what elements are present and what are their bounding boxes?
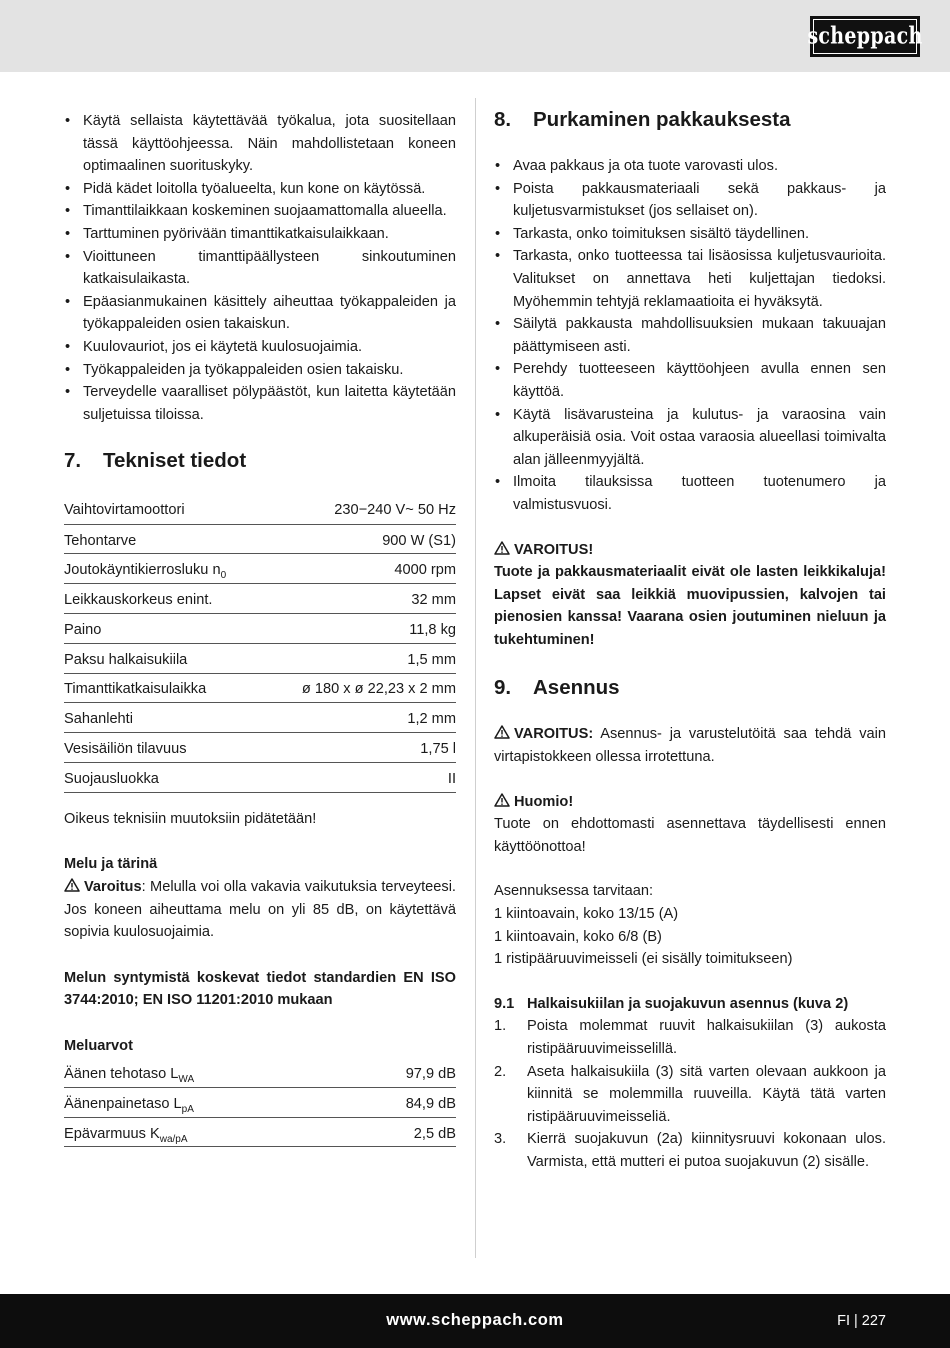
spec-table: [64, 494, 456, 792]
list-item: • Timanttilaikkaan koskeminen suojaamattomalla alueella.: [64, 200, 456, 223]
spec-label: Tehontarve: [64, 524, 265, 554]
list-item: • Avaa pakkaus ja ota tuote varovasti ulos.: [494, 155, 886, 178]
spec-label: Vesisäiliön tilavuus: [64, 733, 265, 763]
section-8-heading: 8. Purkaminen pakkauksesta: [494, 108, 791, 131]
list-item: • Tarttuminen pyörivään timanttikatkaisulaikkaan.: [64, 223, 456, 246]
noise-standard-text: Melun syntymistä koskevat tiedot standardien EN ISO 3744:2010; EN ISO 11201:2010 mukaan: [64, 969, 456, 1009]
tools-heading: Asennuksessa tarvitaan:: [494, 883, 653, 900]
noise-value: 97,9 dB: [347, 1058, 456, 1088]
warning-triangle-icon: [494, 541, 510, 555]
right-column: [494, 107, 886, 1174]
spec-value: 1,2 mm: [265, 703, 456, 733]
table-row: [64, 643, 456, 673]
child-warning-text: Tuote ja pakkausmateriaalit eivät ole lasten leikkikaluja! Lapset eivät saa leikkiä muovipussien, kalvojen tai pienosien kanssa! Vaarana osien joutuminen nieluun ja tukehtuminen!: [494, 564, 886, 648]
table-row: [64, 614, 456, 644]
list-item: • Terveydelle vaaralliset pölypäästöt, kun laitetta käytetään suljetuissa tiloissa.: [64, 381, 456, 426]
table-row: [64, 584, 456, 614]
spec-value: ø 180 x ø 22,23 x 2 mm: [265, 673, 456, 703]
list-item: • Epäasianmukainen käsittely aiheuttaa työkappaleiden ja työkappaleiden osien takaiskun.: [64, 291, 456, 336]
noise-value: 2,5 dB: [347, 1117, 456, 1147]
table-row: [64, 554, 456, 584]
table-row: [64, 1117, 456, 1147]
spec-value: 32 mm: [265, 584, 456, 614]
list-item: 3. Kierrä suojakuvun (2a) kiinnitysruuvi kokonaan ulos. Varmista, että mutteri ei putoa suojakuvun (2) sisälle.: [494, 1131, 886, 1170]
tech-change-note: Oikeus teknisiin muutoksiin pidätetään!: [64, 810, 317, 827]
list-item: • Vioittuneen timanttipäällysteen sinkoutuminen katkaisulaikasta.: [64, 246, 456, 291]
list-item: • Käytä sellaista käytettävää työkalua, jota suositellaan tässä käyttöohjeessa. Näin mahdollistetaan koneen optimaalinen suorituskyky.: [64, 110, 456, 178]
tool-item: 1 kiintoavain, koko 13/15 (A): [494, 906, 679, 923]
list-item: • Tarkasta, onko toimituksen sisältö täydellinen.: [494, 223, 886, 246]
list-item: • Ilmoita tilauksissa tuotteen tuotenumero ja valmistusvuosi.: [494, 471, 886, 516]
spec-value: 900 W (S1): [265, 524, 456, 554]
list-item: 2. Aseta halkaisukiila (3) sitä varten olevaan aukkoon ja kiinnitä se molemmilla ruuveilla. Käytä tätä varten ristipääruuvimeisseliä.: [494, 1063, 886, 1125]
list-item: • Säilytä pakkausta mahdollisuuksien mukaan takuuajan päättymiseen asti.: [494, 313, 886, 358]
footer-url: www.scheppach.com: [386, 1311, 564, 1329]
spec-label: Paksu halkaisukiila: [64, 643, 265, 673]
warning-triangle-icon: [494, 725, 510, 739]
left-column: [64, 110, 456, 1147]
footer: [0, 1294, 950, 1348]
list-item: • Poista pakkausmateriaali sekä pakkaus- ja kuljetusvarmistukset (jos sellaiset on).: [494, 178, 886, 223]
tool-item: 1 ristipääruuvimeisseli (ei sisälly toimitukseen): [494, 951, 793, 968]
spec-value: 1,5 mm: [265, 643, 456, 673]
assembly-warning: VAROITUS: Asennus- ja varustelutöitä saa tehdä vain virtapistokkeen ollessa irrotettuna.: [494, 726, 886, 766]
spec-label: Sahanlehti: [64, 703, 265, 733]
section-7-heading: 7. Tekniset tiedot: [64, 449, 247, 473]
scheppach-logo: scheppach: [810, 16, 920, 57]
table-row: [64, 494, 456, 524]
noise-warning: Varoitus: Melulla voi olla vakavia vaikutuksia terveyteesi. Jos koneen aiheuttama melu on yli 85 dB, on käytettävä sopivia kuulosuojaimia.: [64, 878, 456, 941]
section-9-heading: 9. Asennus: [494, 676, 620, 700]
noise-values-table: [64, 1058, 456, 1148]
assembly-steps: [494, 1015, 886, 1173]
table-row: [64, 1058, 456, 1088]
list-item: • Työkappaleiden ja työkappaleiden osien takaisku.: [64, 359, 456, 382]
spec-value: 4000 rpm: [265, 554, 456, 584]
child-warning-label: VAROITUS!: [494, 539, 886, 562]
noise-label: Epävarmuus $K_{wa/pA}$: [64, 1117, 347, 1147]
spec-value: II: [265, 762, 456, 792]
table-row: [64, 524, 456, 554]
spec-label: Leikkauskorkeus enint.: [64, 584, 265, 614]
list-item: • Pidä kädet loitolla työalueelta, kun kone on käytössä.: [64, 178, 456, 201]
spec-label: Vaihtovirtamoottori: [64, 494, 265, 524]
spec-label: Suojausluokka: [64, 762, 265, 792]
spec-value: 11,8 kg: [265, 614, 456, 644]
column-divider: [475, 98, 476, 1258]
tool-item: 1 kiintoavain, koko 6/8 (B): [494, 928, 662, 945]
spec-value: 1,75 l: [265, 733, 456, 763]
spec-label: Paino: [64, 614, 265, 644]
note-label: Huomio!: [494, 791, 886, 814]
noise-label: Äänenpainetaso $L_{pA}$: [64, 1087, 347, 1117]
table-row: [64, 1087, 456, 1117]
list-item: • Kuulovauriot, jos ei käytetä kuulosuojaimia.: [64, 336, 456, 359]
list-item: • Tarkasta, onko tuotteessa tai lisäosissa kuljetusvaurioita. Valitukset on annettava heti kuljettajan tiedoksi. Myöhemmin tehtyjä reklamaatioita ei hyväksytä.: [494, 245, 886, 313]
noise-values-heading: Meluarvot: [64, 1037, 133, 1054]
risk-list: [64, 110, 456, 426]
spec-value: 230−240 V~ 50 Hz: [265, 494, 456, 524]
list-item: • Käytä lisävarusteina ja kulutus- ja varaosina vain alkuperäisiä osia. Voit ostaa varaosia alueellasi toimivalta alan jälleenmyyjältä.: [494, 404, 886, 472]
table-row: [64, 733, 456, 763]
list-item: • Perehdy tuotteeseen käyttöohjeen avulla ennen sen käyttöä.: [494, 358, 886, 403]
noise-heading: Melu ja tärinä: [64, 856, 158, 873]
unpacking-list: [494, 155, 886, 517]
noise-value: 84,9 dB: [347, 1087, 456, 1117]
noise-label: Äänen tehotaso $L_{WA}$: [64, 1058, 347, 1088]
warning-triangle-icon: [494, 793, 510, 807]
warning-triangle-icon: [64, 878, 80, 892]
table-row: [64, 673, 456, 703]
table-row: [64, 762, 456, 792]
table-row: [64, 703, 456, 733]
subsection-9-1-heading: 9.1 Halkaisukiilan ja suojakuvun asennus (kuva 2): [494, 995, 849, 1012]
page-number: FI | 227: [837, 1313, 886, 1329]
note-text: Tuote on ehdottomasti asennettava täydellisesti ennen käyttöönottoa!: [494, 816, 886, 855]
list-item: 1. Poista molemmat ruuvit halkaisukiilan (3) aukosta ristipääruuvimeisselillä.: [494, 1018, 886, 1057]
spec-label: Timanttikatkaisulaikka: [64, 673, 265, 703]
spec-label: Joutokäyntikierrosluku $n_0$: [64, 554, 265, 584]
